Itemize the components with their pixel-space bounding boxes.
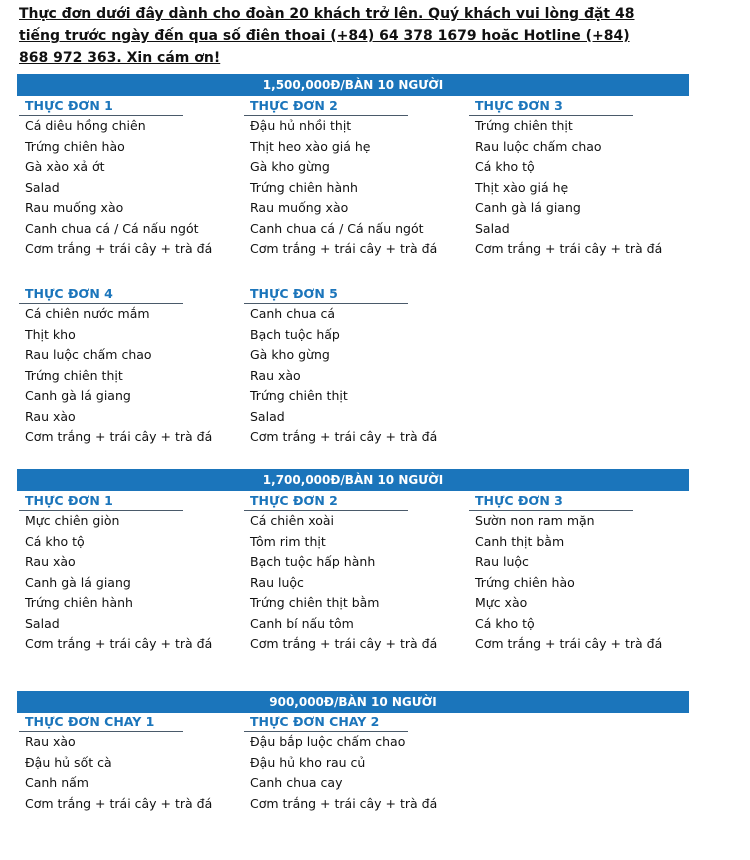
intro-line: tiếng trước ngày đến qua số điên thoai (+84) 64 378 1679 hoăc Hotline (+84) — [19, 28, 630, 44]
menu-item: Thịt heo xào giá hẹ — [250, 138, 371, 154]
menu-item: Salad — [475, 220, 510, 236]
menu-item: Mực xào — [475, 595, 528, 610]
menu-item: Cá kho tộ — [475, 615, 535, 631]
menu-item: Cơm trắng + trái cây + trà đá — [250, 795, 438, 811]
menu-item: Gà kho gừng — [250, 159, 330, 174]
menu-item: Rau muống xào — [250, 200, 349, 215]
menu-title: THỰC ĐƠN 5 — [244, 286, 408, 304]
menu-item: Cơm trắng + trái cây + trà đá — [250, 429, 438, 444]
menu-item: Sườn non ram mặn — [475, 513, 595, 528]
menu-item: Cá kho tộ — [475, 159, 535, 174]
menu-item: Cơm trắng + trái cây + trà đá — [25, 429, 213, 444]
menu-item: Cơm trắng + trái cây + trà đá — [25, 636, 213, 651]
menu-block — [244, 714, 464, 814]
menu-item: Trứng chiên hào — [25, 138, 125, 154]
menu-item: Rau luộc — [250, 574, 304, 590]
menu-item: Thịt kho — [25, 326, 76, 342]
intro-line: 868 972 363. Xin cám ơn! — [19, 50, 221, 66]
menu-item: Trứng chiên hào — [475, 574, 575, 590]
menu-item: Tôm rim thịt — [250, 533, 326, 549]
menu-item: Cơm trắng + trái cây + trà đá — [25, 241, 213, 256]
menu-item: Salad — [250, 408, 285, 424]
menu-item: Canh bí nấu tôm — [250, 615, 354, 631]
menu-item: Trứng chiên thịt bằm — [250, 595, 380, 610]
menu-item: Đậu hủ sốt cà — [25, 754, 112, 770]
menu-item: Canh thịt bằm — [475, 533, 565, 549]
menu-block — [19, 714, 239, 814]
menu-item: Trứng chiên thịt — [250, 388, 348, 403]
menu-item: Salad — [25, 615, 60, 631]
menu-item: Rau muống xào — [25, 200, 124, 215]
menu-item: Trứng chiên thịt — [475, 118, 573, 133]
menu-item: Rau luộc — [475, 554, 529, 569]
menu-item: Canh gà lá giang — [475, 200, 581, 215]
menu-item: Cá chiên xoài — [250, 513, 335, 528]
menu-block — [469, 98, 689, 260]
menu-block — [469, 493, 689, 655]
menu-block — [19, 98, 239, 260]
menu-item: Cơm trắng + trái cây + trà đá — [475, 636, 663, 651]
menu-block — [244, 98, 464, 260]
menu-item: Đậu bắp luộc chấm chao — [250, 734, 406, 749]
menu-title: THỰC ĐƠN CHAY 2 — [244, 714, 408, 732]
menu-item: Canh gà lá giang — [25, 574, 131, 590]
menu-item: Bạch tuộc hấp — [250, 326, 340, 342]
menu-item: Canh gà lá giang — [25, 388, 131, 403]
menu-item: Cơm trắng + trái cây + trà đá — [475, 241, 663, 256]
menu-title: THỰC ĐƠN 3 — [469, 493, 633, 511]
menu-item: Thịt xào giá hẹ — [475, 179, 569, 195]
menu-item: Cơm trắng + trái cây + trà đá — [25, 795, 213, 811]
menu-item: Đậu hủ nhồi thịt — [250, 118, 352, 133]
menu-item: Đậu hủ kho rau củ — [250, 754, 366, 770]
menu-item: Canh chua cay — [250, 775, 343, 790]
price-band: 900,000Đ/BÀN 10 NGƯỜI — [17, 691, 689, 713]
menu-block — [19, 286, 239, 448]
menu-item: Cá kho tộ — [25, 533, 85, 549]
menu-item: Rau xào — [250, 367, 301, 383]
menu-item: Mực chiên giòn — [25, 513, 120, 528]
menu-item: Rau xào — [25, 554, 76, 569]
menu-item: Canh nấm — [25, 775, 89, 790]
menu-item: Canh chua cá / Cá nấu ngót — [25, 220, 199, 236]
menu-item: Salad — [25, 179, 60, 195]
menu-block — [244, 493, 464, 655]
menu-item: Cá chiên nước mắm — [25, 306, 150, 321]
menu-item: Canh chua cá / Cá nấu ngót — [250, 220, 424, 236]
menu-item: Trứng chiên thịt — [25, 367, 123, 383]
menu-title: THỰC ĐƠN 4 — [19, 286, 183, 304]
menu-item: Trứng chiên hành — [25, 595, 133, 610]
menu-title: THỰC ĐƠN 2 — [244, 98, 408, 116]
menu-block — [244, 286, 464, 448]
menu-item: Cá diêu hồng chiên — [25, 118, 146, 133]
menu-item: Rau luộc chấm chao — [25, 347, 152, 362]
menu-block — [19, 493, 239, 655]
menu-title: THỰC ĐƠN 3 — [469, 98, 633, 116]
menu-item: Bạch tuộc hấp hành — [250, 554, 376, 569]
menu-item: Gà xào xả ớt — [25, 159, 105, 174]
menu-item: Cơm trắng + trái cây + trà đá — [250, 636, 438, 651]
menu-item: Trứng chiên hành — [250, 179, 358, 195]
menu-item: Cơm trắng + trái cây + trà đá — [250, 241, 438, 256]
menu-item: Canh chua cá — [250, 306, 336, 321]
menu-title: THỰC ĐƠN 1 — [19, 493, 183, 511]
intro-line: Thực đơn dưới đây dành cho đoàn 20 khách trở lên. Quý khách vui lòng đặt 48 — [19, 6, 635, 22]
intro-notice — [19, 3, 659, 69]
menu-item: Rau xào — [25, 734, 76, 749]
menu-title: THỰC ĐƠN 1 — [19, 98, 183, 116]
menu-title: THỰC ĐƠN 2 — [244, 493, 408, 511]
price-band: 1,700,000Đ/BÀN 10 NGƯỜI — [17, 469, 689, 491]
menu-title: THỰC ĐƠN CHAY 1 — [19, 714, 183, 732]
price-band: 1,500,000Đ/BÀN 10 NGƯỜI — [17, 74, 689, 96]
menu-item: Gà kho gừng — [250, 347, 330, 362]
menu-item: Rau xào — [25, 408, 76, 424]
menu-item: Rau luộc chấm chao — [475, 138, 602, 154]
